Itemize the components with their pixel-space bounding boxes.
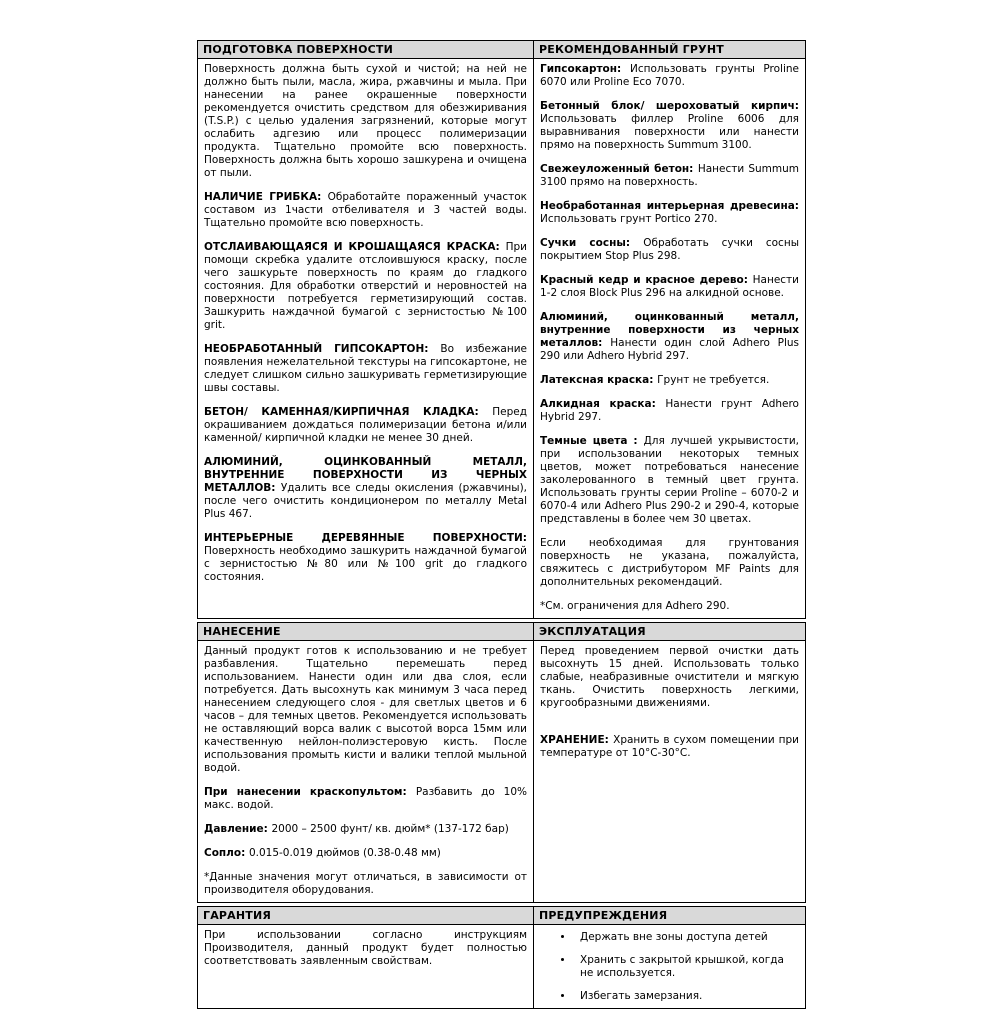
paragraph: АЛЮМИНИЙ, ОЦИНКОВАННЫЙ МЕТАЛЛ, ВНУТРЕННИЕ ПОВЕРХНОСТИ ИЗ ЧЕРНЫХ МЕТАЛЛОВ: Удалить все следы окисления (ржавчины), после чего очистить кондиционером по металлу Metal Plus 467. bbox=[204, 456, 527, 520]
paragraph: ОТСЛАИВАЮЩАЯСЯ И КРОШАЩАЯСЯ КРАСКА: При помощи скребка удалите отслоившуюся краску, после чего зашкурьте поверхность по краям до гладкого состояния. Для обработки отверстий и неровностей на поверхности потребуется герметизирующий состав. Зашкурить наждачной бумагой с зернистостью №100 grit. bbox=[204, 241, 527, 331]
paragraph: Латексная краска: Грунт не требуется. bbox=[540, 374, 770, 386]
paragraph-lead-in: ИНТЕРЬЕРНЫЕ ДЕРЕВЯННЫЕ ПОВЕРХНОСТИ: bbox=[204, 532, 527, 544]
paragraph: При использовании согласно инструкциям Производителя, данный продукт будет полностью соответствовать заявленным свойствам. bbox=[204, 929, 527, 967]
application-content bbox=[198, 641, 534, 903]
section-title-warranty: ГАРАНТИЯ bbox=[198, 907, 534, 925]
paragraph-lead-in: При нанесении краскопультом: bbox=[204, 786, 416, 798]
section-title-surface-preparation: ПОДГОТОВКА ПОВЕРХНОСТИ bbox=[198, 41, 534, 59]
paragraph: Давление: 2000 – 2500 фунт/ кв. дюйм* (137-172 бар) bbox=[204, 823, 509, 835]
paragraph: Бетонный блок/ шероховатый кирпич: Использовать филлер Proline 6006 для выравнивания поверхности или нанести прямо на поверхность Summum 3100. bbox=[540, 100, 799, 151]
paragraph-lead-in: Алкидная краска: bbox=[540, 398, 666, 410]
paragraph: БЕТОН/ КАМЕННАЯ/КИРПИЧНАЯ КЛАДКА: Перед окрашиванием дождаться полимеризации бетона и/или каменной/ кирпичной кладки не менее 30 дней. bbox=[204, 406, 527, 444]
section-warranty bbox=[197, 906, 806, 1009]
section-title-recommended-primer: РЕКОМЕНДОВАННЫЙ ГРУНТ bbox=[534, 41, 806, 59]
warning-item: • Держать вне зоны доступа детей bbox=[574, 931, 799, 944]
datasheet-tables bbox=[197, 40, 805, 1012]
paragraph: Поверхность должна быть сухой и чистой; на ней не должно быть пыли, масла, жира, ржавчины и мыла. При нанесении на ранее окрашенные поверхности рекомендуется очистить средством для обезжиривания (T.S.P.) с целью удаления загрязнений, которые могут ослабить адгезию или процесс полимеризации продукта. Тщательно промойте всю поверхность. Поверхность должна быть хорошо зашкурена и очищена от пыли. bbox=[204, 63, 527, 179]
paragraph: НЕОБРАБОТАННЫЙ ГИПСОКАРТОН: Во избежание появления нежелательной текстуры на гипсокартоне, не следует слишком сильно зашкуривать герметизирующие швы составы. bbox=[204, 343, 528, 394]
recommended-primer-content bbox=[534, 59, 806, 619]
paragraph: Красный кедр и красное дерево: Нанести 1-2 слоя Block Plus 296 на алкидной основе. bbox=[540, 274, 799, 299]
warnings-list bbox=[540, 931, 799, 1003]
paragraph: Гипсокартон: Использовать грунты Proline 6070 или Proline Eco 7070. bbox=[540, 63, 799, 88]
paragraph: Сопло: 0.015-0.019 дюймов (0.38-0.48 мм) bbox=[204, 847, 441, 859]
section-application bbox=[197, 622, 806, 903]
paragraph-lead-in: НАЛИЧИЕ ГРИБКА: bbox=[204, 191, 328, 203]
section-title-warnings: ПРЕДУПРЕЖДЕНИЯ bbox=[534, 907, 806, 925]
paragraph-lead-in: Сучки сосны: bbox=[540, 237, 644, 249]
paragraph: Данный продукт готов к использованию и не требует разбавления. Тщательно перемешать перед использованием. Нанести один или два слоя, если потребуется. Дать высохнуть как минимум 3 часа перед нанесением следующего слоя - для светлых цветов и 6 часов – для темных цветов. Рекомендуется использовать не оставляющий ворса валик с высотой ворса 15мм или качественную нейлон-полиэстеровую кисть. После использования промыть кисти и валики теплой мыльной водой. bbox=[204, 645, 527, 774]
warning-item: • Хранить с закрытой крышкой, когда не используется. bbox=[574, 954, 799, 980]
paragraph: Если необходимая для грунтования поверхность не указана, пожалуйста, свяжитесь с дистрибутором MF Paints для дополнительных рекомендаций. bbox=[540, 537, 799, 588]
warnings-content bbox=[534, 925, 806, 1009]
paragraph: Алюминий, оцинкованный металл, внутренние поверхности из черных металлов: Нанести один слой Adhero Plus 290 или Adhero Hybrid 297. bbox=[540, 311, 799, 362]
paragraph: ХРАНЕНИЕ: Хранить в сухом помещении при температуре от 10°C-30°C. bbox=[540, 734, 799, 759]
paragraph-lead-in: Бетонный блок/ шероховатый кирпич: bbox=[540, 100, 799, 112]
paragraph: НАЛИЧИЕ ГРИБКА: Обработайте пораженный участок составом из 1части отбеливателя и 3 частей воды. Тщательно промойте всю поверхность. bbox=[204, 191, 528, 229]
paragraph-lead-in: Сопло: bbox=[204, 847, 249, 859]
paragraph: Сучки сосны: Обработать сучки сосны покрытием Stop Plus 298. bbox=[540, 237, 799, 262]
paragraph-lead-in: Необработанная интерьерная древесина: bbox=[540, 200, 799, 212]
paragraph-lead-in: Красный кедр и красное дерево: bbox=[540, 274, 753, 286]
paragraph: *См. ограничения для Adhero 290. bbox=[540, 600, 730, 612]
paragraph-lead-in: АЛЮМИНИЙ, ОЦИНКОВАННЫЙ МЕТАЛЛ, ВНУТРЕННИЕ ПОВЕРХНОСТИ ИЗ ЧЕРНЫХ МЕТАЛЛОВ: bbox=[204, 456, 527, 494]
paragraph: Алкидная краска: Нанести грунт Adhero Hybrid 297. bbox=[540, 398, 799, 423]
paragraph: Темные цвета : Для лучшей укрывистости, при использовании некоторых темных цветов, может потребоваться нанесение заколерованного в темный цвет грунта. Использовать грунты серии Proline – 6070-2 и 6070-4 или Adhero Plus 290-2 и 290-4, которые представлены в более чем 30 цветах. bbox=[540, 435, 799, 525]
paragraph-lead-in: Свежеуложенный бетон: bbox=[540, 163, 698, 175]
warning-item: • Избегать замерзания. bbox=[574, 990, 799, 1003]
warranty-content bbox=[198, 925, 534, 1009]
surface-preparation-content bbox=[198, 59, 534, 619]
paragraph-lead-in: Алюминий, оцинкованный металл, внутренние поверхности из черных металлов: bbox=[540, 311, 799, 349]
paragraph-lead-in: ХРАНЕНИЕ: bbox=[540, 734, 614, 746]
paragraph: ИНТЕРЬЕРНЫЕ ДЕРЕВЯННЫЕ ПОВЕРХНОСТИ: Поверхность необходимо зашкурить наждачной бумагой с зернистостью №80 или №100 grit до гладкого состояния. bbox=[204, 532, 527, 583]
section-title-maintenance: ЭКСПЛУАТАЦИЯ bbox=[534, 623, 806, 641]
section-title-application: НАНЕСЕНИЕ bbox=[198, 623, 534, 641]
paragraph: Перед проведением первой очистки дать высохнуть 15 дней. Использовать только слабые, неабразивные очистители и мягкую ткань. Очистить поверхность легкими, кругообразными движениями. bbox=[540, 645, 799, 709]
paragraph-lead-in: Темные цвета : bbox=[540, 435, 644, 447]
paragraph-lead-in: Латексная краска: bbox=[540, 374, 658, 386]
paragraph-lead-in: Давление: bbox=[204, 823, 272, 835]
paragraph-lead-in: БЕТОН/ КАМЕННАЯ/КИРПИЧНАЯ КЛАДКА: bbox=[204, 406, 493, 418]
maintenance-content bbox=[534, 641, 806, 903]
paragraph: При нанесении краскопультом: Разбавить до 10% макс. водой. bbox=[204, 786, 527, 811]
paragraph: Необработанная интерьерная древесина: Использовать грунт Portico 270. bbox=[540, 200, 799, 225]
section-surface-preparation bbox=[197, 40, 806, 619]
paragraph: Свежеуложенный бетон: Нанести Summum 3100 прямо на поверхность. bbox=[540, 163, 799, 188]
paragraph: *Данные значения могут отличаться, в зависимости от производителя оборудования. bbox=[204, 871, 527, 896]
paragraph-lead-in: ОТСЛАИВАЮЩАЯСЯ И КРОШАЩАЯСЯ КРАСКА: bbox=[204, 241, 506, 253]
paragraph-lead-in: Гипсокартон: bbox=[540, 63, 631, 75]
paragraph-lead-in: НЕОБРАБОТАННЫЙ ГИПСОКАРТОН: bbox=[204, 343, 441, 355]
